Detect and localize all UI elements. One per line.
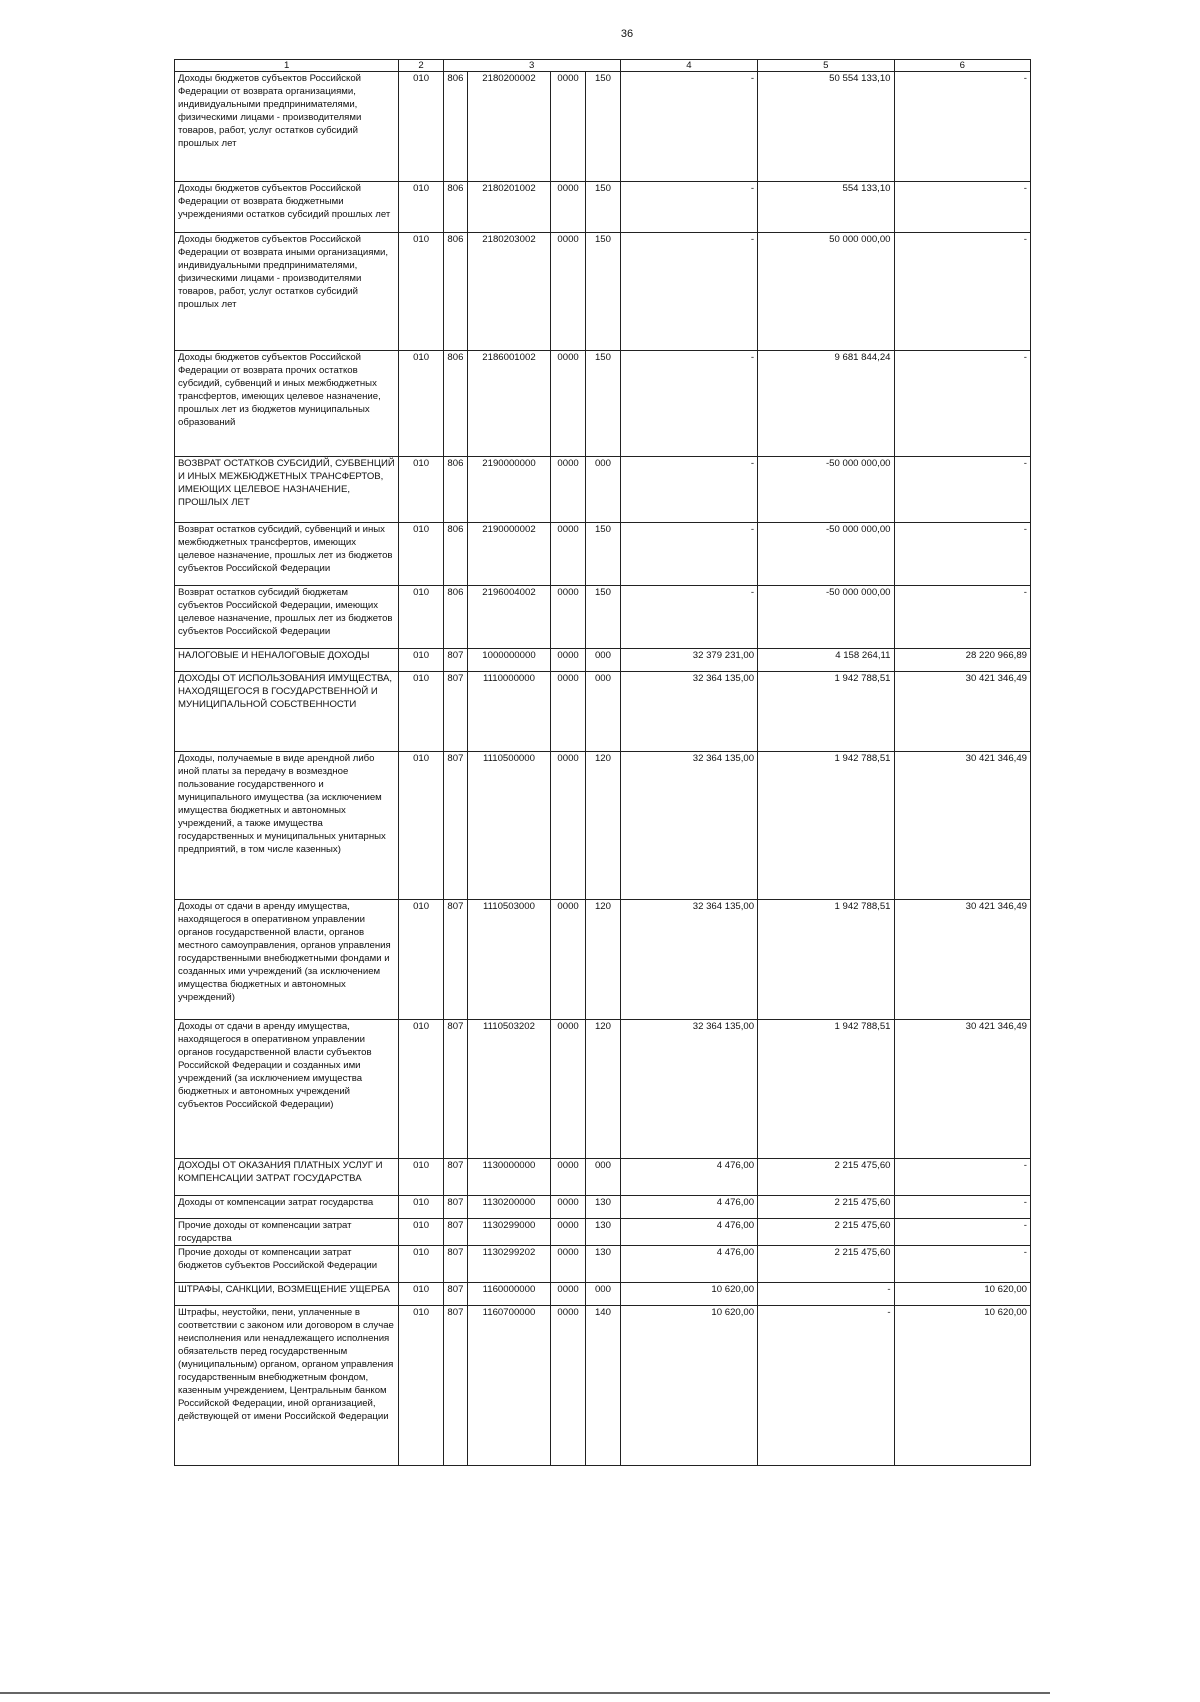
row-value-4: 4 476,00 xyxy=(620,1159,757,1196)
row-name: ДОХОДЫ ОТ ИСПОЛЬЗОВАНИЯ ИМУЩЕСТВА, НАХОДЯЩЕГОСЯ В ГОСУДАРСТВЕННОЙ И МУНИЦИПАЛЬНОЙ СОБСТВЕННОСТИ xyxy=(175,672,399,752)
row-value-6: - xyxy=(894,1219,1030,1246)
row-value-5: 1 942 788,51 xyxy=(758,752,894,900)
row-value-5: 1 942 788,51 xyxy=(758,1020,894,1159)
row-value-5: -50 000 000,00 xyxy=(758,457,894,523)
row-code-3: 1160000000 xyxy=(468,1283,551,1306)
row-code-1: 010 xyxy=(399,649,443,672)
table-row xyxy=(175,672,1031,752)
row-name: Доходы от сдачи в аренду имущества, находящегося в оперативном управлении органов государственной власти субъектов Российской Федерации и созданных ими учреждений (за исключением имущества бюджетных и автономных учреждений субъектов Российской Федерации) xyxy=(175,1020,399,1159)
row-code-4: 0000 xyxy=(550,233,585,351)
row-value-6: - xyxy=(894,182,1030,233)
row-code-1: 010 xyxy=(399,233,443,351)
row-code-4: 0000 xyxy=(550,672,585,752)
row-code-3: 2180201002 xyxy=(468,182,551,233)
row-name: Прочие доходы от компенсации затрат государства xyxy=(175,1219,399,1246)
row-code-5: 120 xyxy=(586,1020,620,1159)
row-value-5: 9 681 844,24 xyxy=(758,351,894,457)
row-code-5: 120 xyxy=(586,900,620,1020)
row-code-3: 2186001002 xyxy=(468,351,551,457)
row-code-4: 0000 xyxy=(550,182,585,233)
row-value-6: 10 620,00 xyxy=(894,1283,1030,1306)
row-value-4: - xyxy=(620,182,757,233)
row-code-5: 000 xyxy=(586,1283,620,1306)
row-value-5: -50 000 000,00 xyxy=(758,523,894,586)
table-row xyxy=(175,1219,1031,1246)
row-name: Штрафы, неустойки, пени, уплаченные в соответствии с законом или договором в случае неисполнения или ненадлежащего исполнения обязательств перед государственным (муниципальным) органом, органом управления государственным внебюджетным фондом, казенным учреждением, Центральным банком Российской Федерации, иной организацией, действующей от имени Российской Федерации xyxy=(175,1306,399,1466)
row-code-1: 010 xyxy=(399,182,443,233)
row-value-4: 10 620,00 xyxy=(620,1283,757,1306)
table-row xyxy=(175,351,1031,457)
row-value-4: - xyxy=(620,523,757,586)
header-col-1: 1 xyxy=(175,60,399,72)
row-code-4: 0000 xyxy=(550,1306,585,1466)
row-value-4: - xyxy=(620,233,757,351)
row-code-3: 2180203002 xyxy=(468,233,551,351)
row-name: Доходы бюджетов субъектов Российской Федерации от возврата бюджетными учреждениями остатков субсидий прошлых лет xyxy=(175,182,399,233)
row-code-4: 0000 xyxy=(550,1020,585,1159)
row-code-1: 010 xyxy=(399,672,443,752)
row-code-5: 000 xyxy=(586,457,620,523)
row-value-5: 2 215 475,60 xyxy=(758,1159,894,1196)
row-code-4: 0000 xyxy=(550,457,585,523)
table-row xyxy=(175,1246,1031,1283)
row-code-5: 150 xyxy=(586,182,620,233)
row-code-4: 0000 xyxy=(550,900,585,1020)
row-value-6: 30 421 346,49 xyxy=(894,900,1030,1020)
row-code-5: 000 xyxy=(586,649,620,672)
row-name: Доходы бюджетов субъектов Российской Федерации от возврата прочих остатков субсидий, субвенций и иных межбюджетных трансфертов, имеющих целевое назначение, прошлых лет из бюджетов муниципальных образований xyxy=(175,351,399,457)
row-code-1: 010 xyxy=(399,523,443,586)
row-code-2: 807 xyxy=(443,1306,467,1466)
table-row xyxy=(175,182,1031,233)
row-value-6: - xyxy=(894,523,1030,586)
row-code-1: 010 xyxy=(399,1020,443,1159)
row-value-6: - xyxy=(894,586,1030,649)
row-code-2: 807 xyxy=(443,752,467,900)
row-value-6: - xyxy=(894,233,1030,351)
row-value-6: 30 421 346,49 xyxy=(894,752,1030,900)
table-row xyxy=(175,1020,1031,1159)
row-name: Прочие доходы от компенсации затрат бюджетов субъектов Российской Федерации xyxy=(175,1246,399,1283)
row-value-5: 2 215 475,60 xyxy=(758,1246,894,1283)
row-code-2: 807 xyxy=(443,1159,467,1196)
table-row xyxy=(175,1283,1031,1306)
row-value-6: - xyxy=(894,1196,1030,1219)
table-row xyxy=(175,1306,1031,1466)
row-value-6: - xyxy=(894,1246,1030,1283)
row-value-4: 4 476,00 xyxy=(620,1246,757,1283)
table-body xyxy=(175,72,1031,1466)
row-code-2: 807 xyxy=(443,900,467,1020)
row-name: Возврат остатков субсидий, субвенций и иных межбюджетных трансфертов, имеющих целевое назначение, прошлых лет из бюджетов субъектов Российской Федерации xyxy=(175,523,399,586)
table-row xyxy=(175,586,1031,649)
row-value-5: 2 215 475,60 xyxy=(758,1219,894,1246)
table-row xyxy=(175,649,1031,672)
table-row xyxy=(175,900,1031,1020)
row-code-4: 0000 xyxy=(550,1219,585,1246)
row-code-4: 0000 xyxy=(550,1246,585,1283)
row-code-2: 807 xyxy=(443,1196,467,1219)
row-value-5: - xyxy=(758,1283,894,1306)
row-name: Доходы от компенсации затрат государства xyxy=(175,1196,399,1219)
row-value-4: - xyxy=(620,457,757,523)
row-name: Доходы, получаемые в виде арендной либо иной платы за передачу в возмездное пользование государственного и муниципального имущества (за исключением имущества бюджетных и автономных учреждений, а также имущества государственных и муниципальных унитарных предприятий, в том числе казенных) xyxy=(175,752,399,900)
row-value-5: 1 942 788,51 xyxy=(758,900,894,1020)
row-code-4: 0000 xyxy=(550,1159,585,1196)
row-value-6: 28 220 966,89 xyxy=(894,649,1030,672)
row-value-6: - xyxy=(894,457,1030,523)
header-row xyxy=(175,60,1031,72)
row-value-4: 32 364 135,00 xyxy=(620,1020,757,1159)
row-code-2: 806 xyxy=(443,457,467,523)
row-value-4: 32 364 135,00 xyxy=(620,900,757,1020)
header-col-5: 5 xyxy=(758,60,894,72)
row-code-2: 807 xyxy=(443,1219,467,1246)
row-name: ДОХОДЫ ОТ ОКАЗАНИЯ ПЛАТНЫХ УСЛУГ И КОМПЕНСАЦИИ ЗАТРАТ ГОСУДАРСТВА xyxy=(175,1159,399,1196)
table-row xyxy=(175,523,1031,586)
row-value-4: - xyxy=(620,586,757,649)
table-row xyxy=(175,72,1031,182)
row-code-4: 0000 xyxy=(550,586,585,649)
row-value-5: -50 000 000,00 xyxy=(758,586,894,649)
row-value-5: 554 133,10 xyxy=(758,182,894,233)
row-code-5: 150 xyxy=(586,586,620,649)
table-row xyxy=(175,752,1031,900)
row-code-5: 150 xyxy=(586,233,620,351)
row-value-5: 50 000 000,00 xyxy=(758,233,894,351)
row-code-1: 010 xyxy=(399,1306,443,1466)
row-code-5: 150 xyxy=(586,523,620,586)
row-name: Возврат остатков субсидий бюджетам субъектов Российской Федерации, имеющих целевое назначение, прошлых лет из бюджетов субъектов Российской Федерации xyxy=(175,586,399,649)
row-code-5: 150 xyxy=(586,351,620,457)
row-value-6: - xyxy=(894,1159,1030,1196)
row-value-6: - xyxy=(894,72,1030,182)
row-name: ВОЗВРАТ ОСТАТКОВ СУБСИДИЙ, СУБВЕНЦИЙ И ИНЫХ МЕЖБЮДЖЕТНЫХ ТРАНСФЕРТОВ, ИМЕЮЩИХ ЦЕЛЕВОЕ НАЗНАЧЕНИЕ, ПРОШЛЫХ ЛЕТ xyxy=(175,457,399,523)
row-code-3: 2196004002 xyxy=(468,586,551,649)
row-value-6: - xyxy=(894,351,1030,457)
row-value-4: 4 476,00 xyxy=(620,1219,757,1246)
row-value-4: 32 364 135,00 xyxy=(620,672,757,752)
row-name: НАЛОГОВЫЕ И НЕНАЛОГОВЫЕ ДОХОДЫ xyxy=(175,649,399,672)
header-col-6: 6 xyxy=(894,60,1030,72)
row-code-4: 0000 xyxy=(550,1196,585,1219)
row-code-3: 2180200002 xyxy=(468,72,551,182)
row-code-5: 130 xyxy=(586,1219,620,1246)
row-code-1: 010 xyxy=(399,752,443,900)
row-value-5: 1 942 788,51 xyxy=(758,672,894,752)
row-code-3: 1160700000 xyxy=(468,1306,551,1466)
row-code-1: 010 xyxy=(399,1246,443,1283)
row-value-4: 32 379 231,00 xyxy=(620,649,757,672)
row-value-6: 30 421 346,49 xyxy=(894,1020,1030,1159)
row-code-1: 010 xyxy=(399,1219,443,1246)
table-row xyxy=(175,457,1031,523)
row-code-5: 130 xyxy=(586,1196,620,1219)
row-value-5: 2 215 475,60 xyxy=(758,1196,894,1219)
header-col-4: 4 xyxy=(620,60,757,72)
row-code-4: 0000 xyxy=(550,752,585,900)
row-name: Доходы бюджетов субъектов Российской Федерации от возврата организациями, индивидуальными предпринимателями, физическими лицами - производителями товаров, работ, услуг остатков субсидий прошлых лет xyxy=(175,72,399,182)
row-code-1: 010 xyxy=(399,1159,443,1196)
row-code-2: 807 xyxy=(443,672,467,752)
table-row xyxy=(175,1159,1031,1196)
row-code-1: 010 xyxy=(399,457,443,523)
scan-edge-line xyxy=(0,1692,1050,1694)
row-name: Доходы от сдачи в аренду имущества, находящегося в оперативном управлении органов государственной власти, органов местного самоуправления, органов управления государственными внебюджетными фондами и созданных ими учреждений (за исключением имущества бюджетных и автономных учреждений) xyxy=(175,900,399,1020)
row-code-4: 0000 xyxy=(550,649,585,672)
row-value-6: 10 620,00 xyxy=(894,1306,1030,1466)
page-number: 36 xyxy=(620,28,634,40)
revenue-table xyxy=(174,59,1031,1466)
row-value-5: 50 554 133,10 xyxy=(758,72,894,182)
row-code-3: 1110503202 xyxy=(468,1020,551,1159)
row-code-5: 140 xyxy=(586,1306,620,1466)
row-value-4: 10 620,00 xyxy=(620,1306,757,1466)
row-code-2: 806 xyxy=(443,72,467,182)
row-code-5: 000 xyxy=(586,1159,620,1196)
row-code-5: 120 xyxy=(586,752,620,900)
row-code-3: 1000000000 xyxy=(468,649,551,672)
row-code-2: 806 xyxy=(443,233,467,351)
row-value-4: 4 476,00 xyxy=(620,1196,757,1219)
row-value-4: - xyxy=(620,72,757,182)
header-col-3: 3 xyxy=(443,60,620,72)
row-code-3: 1110500000 xyxy=(468,752,551,900)
row-code-1: 010 xyxy=(399,900,443,1020)
row-code-3: 1130299000 xyxy=(468,1219,551,1246)
row-value-4: - xyxy=(620,351,757,457)
row-code-2: 807 xyxy=(443,1020,467,1159)
row-code-5: 150 xyxy=(586,72,620,182)
row-code-2: 807 xyxy=(443,1283,467,1306)
row-code-2: 806 xyxy=(443,351,467,457)
row-code-3: 1110503000 xyxy=(468,900,551,1020)
row-code-4: 0000 xyxy=(550,72,585,182)
row-code-5: 000 xyxy=(586,672,620,752)
row-code-2: 806 xyxy=(443,523,467,586)
row-code-5: 130 xyxy=(586,1246,620,1283)
table-row xyxy=(175,233,1031,351)
row-code-3: 2190000002 xyxy=(468,523,551,586)
row-value-5: - xyxy=(758,1306,894,1466)
header-col-2: 2 xyxy=(399,60,443,72)
row-code-3: 1130299202 xyxy=(468,1246,551,1283)
row-code-2: 806 xyxy=(443,182,467,233)
row-code-1: 010 xyxy=(399,1283,443,1306)
row-code-1: 010 xyxy=(399,586,443,649)
row-name: Доходы бюджетов субъектов Российской Федерации от возврата иными организациями, индивидуальными предпринимателями, физическими лицами - производителями товаров, работ, услуг остатков субсидий прошлых лет xyxy=(175,233,399,351)
row-code-4: 0000 xyxy=(550,1283,585,1306)
row-name: ШТРАФЫ, САНКЦИИ, ВОЗМЕЩЕНИЕ УЩЕРБА xyxy=(175,1283,399,1306)
row-code-1: 010 xyxy=(399,1196,443,1219)
row-code-1: 010 xyxy=(399,72,443,182)
table-row xyxy=(175,1196,1031,1219)
row-value-5: 4 158 264,11 xyxy=(758,649,894,672)
row-code-2: 807 xyxy=(443,649,467,672)
row-code-2: 807 xyxy=(443,1246,467,1283)
row-code-3: 1130200000 xyxy=(468,1196,551,1219)
row-code-2: 806 xyxy=(443,586,467,649)
row-value-4: 32 364 135,00 xyxy=(620,752,757,900)
row-code-3: 1130000000 xyxy=(468,1159,551,1196)
row-value-6: 30 421 346,49 xyxy=(894,672,1030,752)
row-code-4: 0000 xyxy=(550,523,585,586)
row-code-1: 010 xyxy=(399,351,443,457)
row-code-3: 2190000000 xyxy=(468,457,551,523)
row-code-4: 0000 xyxy=(550,351,585,457)
row-code-3: 1110000000 xyxy=(468,672,551,752)
